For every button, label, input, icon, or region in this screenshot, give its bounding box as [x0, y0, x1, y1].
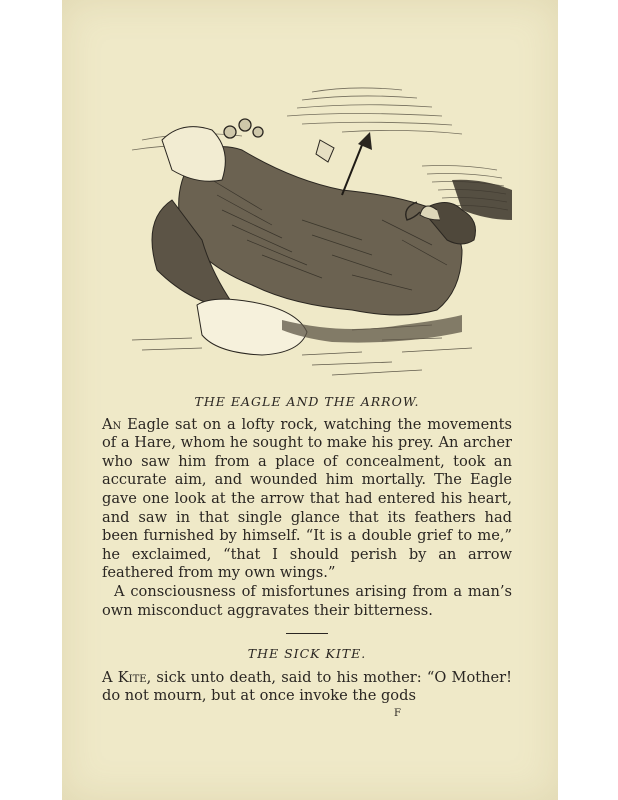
fable-body-2: sick unto death, said to his mother: “O Mother! do not mourn, but at once invoke the gods — [102, 668, 512, 705]
section-divider — [286, 633, 328, 634]
fable-paragraph-2 — [102, 669, 512, 706]
signature-mark: F — [394, 708, 401, 719]
eagle-illustration — [102, 70, 512, 385]
fable-paragraph — [102, 416, 512, 583]
fable-lead: An — [102, 415, 122, 433]
book-page — [62, 0, 558, 800]
fable-title-2: THE SICK KITE. — [247, 646, 367, 662]
fable-body: Eagle sat on a lofty rock, watching the movements of a Hare, whom he sought to make his prey. An archer who saw him from a place of concealment, took an accurate aim, and wounded him mortally. The Eagle gave one look at the arrow that had entered his heart, and saw in that single glance that its feathers had been furnished by himself. “It is a double grief to me,” he exclaimed, “that I should perish by an arrow feathered from my own wings.” — [102, 415, 512, 582]
page-text — [102, 393, 512, 706]
fable-moral: A consciousness of misfortunes arising from a man’s own misconduct aggravates their bitterness. — [102, 582, 512, 619]
fable-lead-2: A Kite, — [102, 668, 152, 686]
fable-title: THE EAGLE AND THE ARROW. — [194, 394, 420, 409]
